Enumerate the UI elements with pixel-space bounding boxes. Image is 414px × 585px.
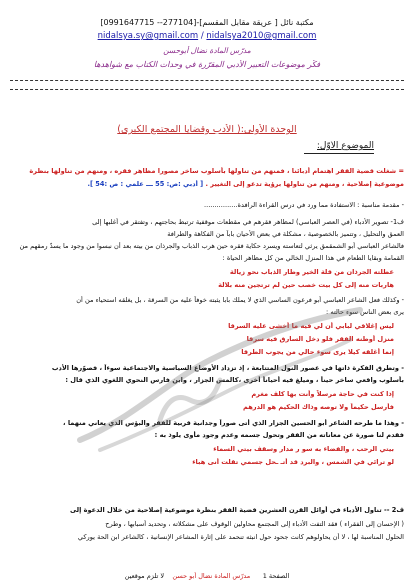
poem2-verse-2: منزل أوطنه الفقر فلو دخل السارق فيه سرقا xyxy=(246,335,394,343)
para1-line-1: ف1- تصوير الأدباء (في العصر العباسي) لمظاهر فقرهم في مقطعات موقفية ترتبط بحاجتهم ، وتفتقر في أغلبها إلى xyxy=(92,218,404,226)
poem2-verse-3: إنما أغلقه كيلا يرى سوء حالي من يجوب الطرقا xyxy=(241,348,394,356)
library-header: مكتبة نائل [ عريقة مقابل المقسم]-[277104-- 0991647715] xyxy=(100,18,314,27)
para1-line-3: فالشاعر العباسي أبو الشمقمق يرثي لتعاسته ويسرد حكاية فقره حين هرب الذباب والجرذان من بيته بعد أن نبسوا من وجود ما يسدّ رمقهم من xyxy=(19,242,404,250)
para3-line-2: بأسلوب واقعي ساخر حيناً ، وميلغ فيه أحياناً أخرى ،كالمس الجزار ، وابن فارس النحوي اللغوي الذي قال : xyxy=(65,376,404,384)
intro-line: - مقدمة مناسبة : الاستفادة مما ورد في درس القراءة الرافدة................ xyxy=(204,201,404,209)
email-line: nidalsya.sy@gmail.com / nidalsya2010@gmail.com xyxy=(97,31,317,41)
page-footer xyxy=(10,572,404,580)
para4-line-1: - وهذا ما طرحه الشاعر أبو الحسين الجزار الذي أتى صوراً وجدانية قربية للفقر والبؤس الذي يعاني منهما ، xyxy=(63,419,404,427)
poem3-verse-1: إذا كنت في حاجة مرسلاً وأنت بها كلف مغرم xyxy=(251,390,394,398)
email-link-2[interactable]: nidalsya2010@gmail.com xyxy=(206,31,317,41)
divider-dashed-2 xyxy=(10,89,404,90)
para3-line-1: - وتطرق الفكرة ذاتها في عصور النول المتتابعة ، إذ تزداد الأوضاع السياسية والاجتماعية سوءاً ، فصوّرها الأدب xyxy=(51,364,404,372)
para5-line-1: ف2 -- تناول الأدباء في أوائل القرن العشرين قضية الفقر بنظرة موضوعية إصلاحية من خلال الدعوة إلى xyxy=(69,506,404,514)
email-link-1[interactable]: nidalsya.sy@gmail.com xyxy=(97,31,199,41)
para1-line-2: العمق والتحليل ، وتتميز بالخصوصية ، مشكلة في بعض الأحيان باباً من الفكاهة والطرافة xyxy=(167,230,404,238)
para4-line-2: فقدم لنا صورة عن معاناته من الفقر وتحول جسمه وعدم وجود مأوى يلوذ به : xyxy=(154,431,404,439)
poem4-verse-1: بيتي الرحب ، والفضاء به سو ر مدار وسقف بيتي السماء xyxy=(213,445,394,453)
unit-title: الوحدة الأولى:( الأدب وقضايا المجتمع الكبرى) xyxy=(117,124,297,135)
teacher-name: مدرّس المادة نضال أبوحسن xyxy=(163,46,251,55)
task-line-2-text: موضوعية إصلاحية ، ومنهم من تناولها برؤية تدعو إلى التغيير . xyxy=(205,180,404,188)
footer-page-number: 1 xyxy=(262,572,267,580)
para1-line-4: القمامة وبقايا الطعام في هذا المنزل الخالي من كل مظاهر الحياة : xyxy=(222,254,404,262)
poem4-verse-2: لو ترائي في الشمس ، والبرد قد أتـ ـحل جسمي تقلت أنى هباء xyxy=(192,458,394,466)
para2-line-1: - وكذلك فعل الشاعر العباسي أبو فرعون الساسي الذي لا يملك بابا يثبته خوفاً عليه من السرقة ، بل يغلقه استحياء من أن xyxy=(76,296,404,304)
para5-line-2: ( الإحسان إلى الفقراء ) فقد التفت الأدباء إلى المجتمع محاولين الوقوف على مشكلاته ، وتحديد أسبابها ، وطرح xyxy=(105,520,404,528)
poem2-verse-1: ليس إغلاقي لبابي أن لي فيه ما أخشى عليه السرقا xyxy=(228,322,394,330)
poem3-verse-2: فأرسل حكيماً ولا توصه وذاك الحكيم هو الدرهم xyxy=(243,403,394,411)
document-subtitle: فكّر موضوعات التعبير الأدبي المقرّرة في وحدات الكتاب مع شواهدها xyxy=(93,60,321,69)
poem1-verse-1: عطلته الجرذان من قلة الخير وطار الذباب نحو زيالة xyxy=(229,268,394,276)
para5-line-3: الحلول المناسبة لها ، لا أن يحاولوهم كانت جحود حول انبثه تنحمد على إثارة المشاعر الإنسانية ، كالشاعر ابن الحة يوركي xyxy=(77,533,404,541)
footer-page-label: الصفحة xyxy=(268,572,290,580)
para2-line-2: يرى بعض الناس سوء حالته : xyxy=(326,308,404,316)
topic-title: الموضوع الأوّل: xyxy=(316,141,374,151)
task-line-1: = شغلت قضية الفقر اهتمام أدبائنا ، فمنهم من تناولها بأسلوب ساخر مصورا مظاهر فقره ، ومنهم من تناولها بنظرة xyxy=(29,167,404,175)
poem1-verse-2: هاربات منه إلى كل بيت خصب حين لم ترتجين منه بلالة xyxy=(218,281,394,289)
footer-teacher: مدرّس المادة نضال أبو حسن xyxy=(172,572,251,580)
divider-dashed-1 xyxy=(10,80,404,81)
topic-underline xyxy=(304,153,374,154)
task-line-2 xyxy=(10,180,404,188)
task-reference: [ أدبي :ص: 55 ـــ علمي : ص :54 ]. xyxy=(87,180,204,188)
footer-note: لا تلزم موقعين xyxy=(124,572,165,580)
